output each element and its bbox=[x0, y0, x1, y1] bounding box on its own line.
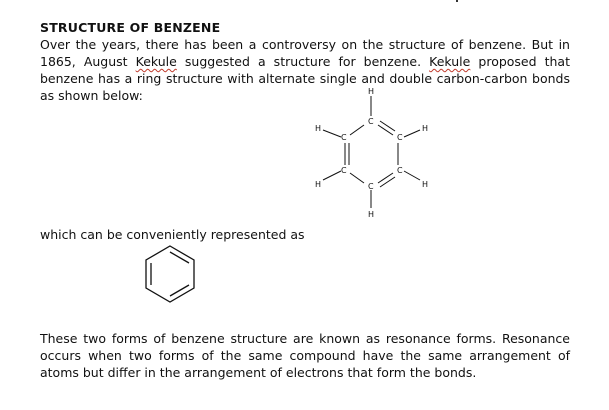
atom-h-upper-left: H bbox=[315, 124, 322, 133]
atom-c-top: C bbox=[368, 117, 374, 126]
atom-h-lower-left: H bbox=[315, 180, 322, 189]
atom-h-bottom: H bbox=[368, 210, 375, 219]
atom-h-top: H bbox=[368, 87, 375, 96]
resonance-paragraph: These two forms of benzene structure are known as resonance forms. Resonance occurs when two forms of the same compound have the same arrangement of atoms but differ in the arrangement of electrons that form the bonds. bbox=[40, 331, 570, 380]
hexagon-double-bond-2 bbox=[170, 285, 189, 296]
representation-sentence: which can be conveniently represented as bbox=[40, 227, 305, 242]
atom-h-upper-right: H bbox=[422, 124, 429, 133]
atom-h-lower-right: H bbox=[422, 180, 429, 189]
atom-c-bottom: C bbox=[368, 182, 374, 191]
kekule-word-2: Kekule bbox=[429, 54, 471, 69]
atom-c-lower-left: C bbox=[341, 166, 347, 175]
atom-c-upper-right: C bbox=[397, 133, 403, 142]
kekule-word-1: Kekule bbox=[135, 54, 177, 69]
intro-text-2: suggested a structure for benzene. bbox=[176, 54, 430, 69]
atom-c-upper-left: C bbox=[341, 133, 347, 142]
hexagon-double-bond-1 bbox=[170, 252, 189, 263]
atom-c-lower-right: C bbox=[397, 166, 403, 175]
hexagon-outline bbox=[146, 246, 194, 302]
section-heading: STRUCTURE OF BENZENE bbox=[40, 20, 221, 35]
intro-text-3: proposed that benzene has a ring structure with alternate single and double carbon-carbon bonds as shown below: bbox=[40, 54, 570, 103]
intro-text-1: Over the years, there has been a controversy on the structure of benzene. But in 1865, August bbox=[40, 37, 570, 69]
